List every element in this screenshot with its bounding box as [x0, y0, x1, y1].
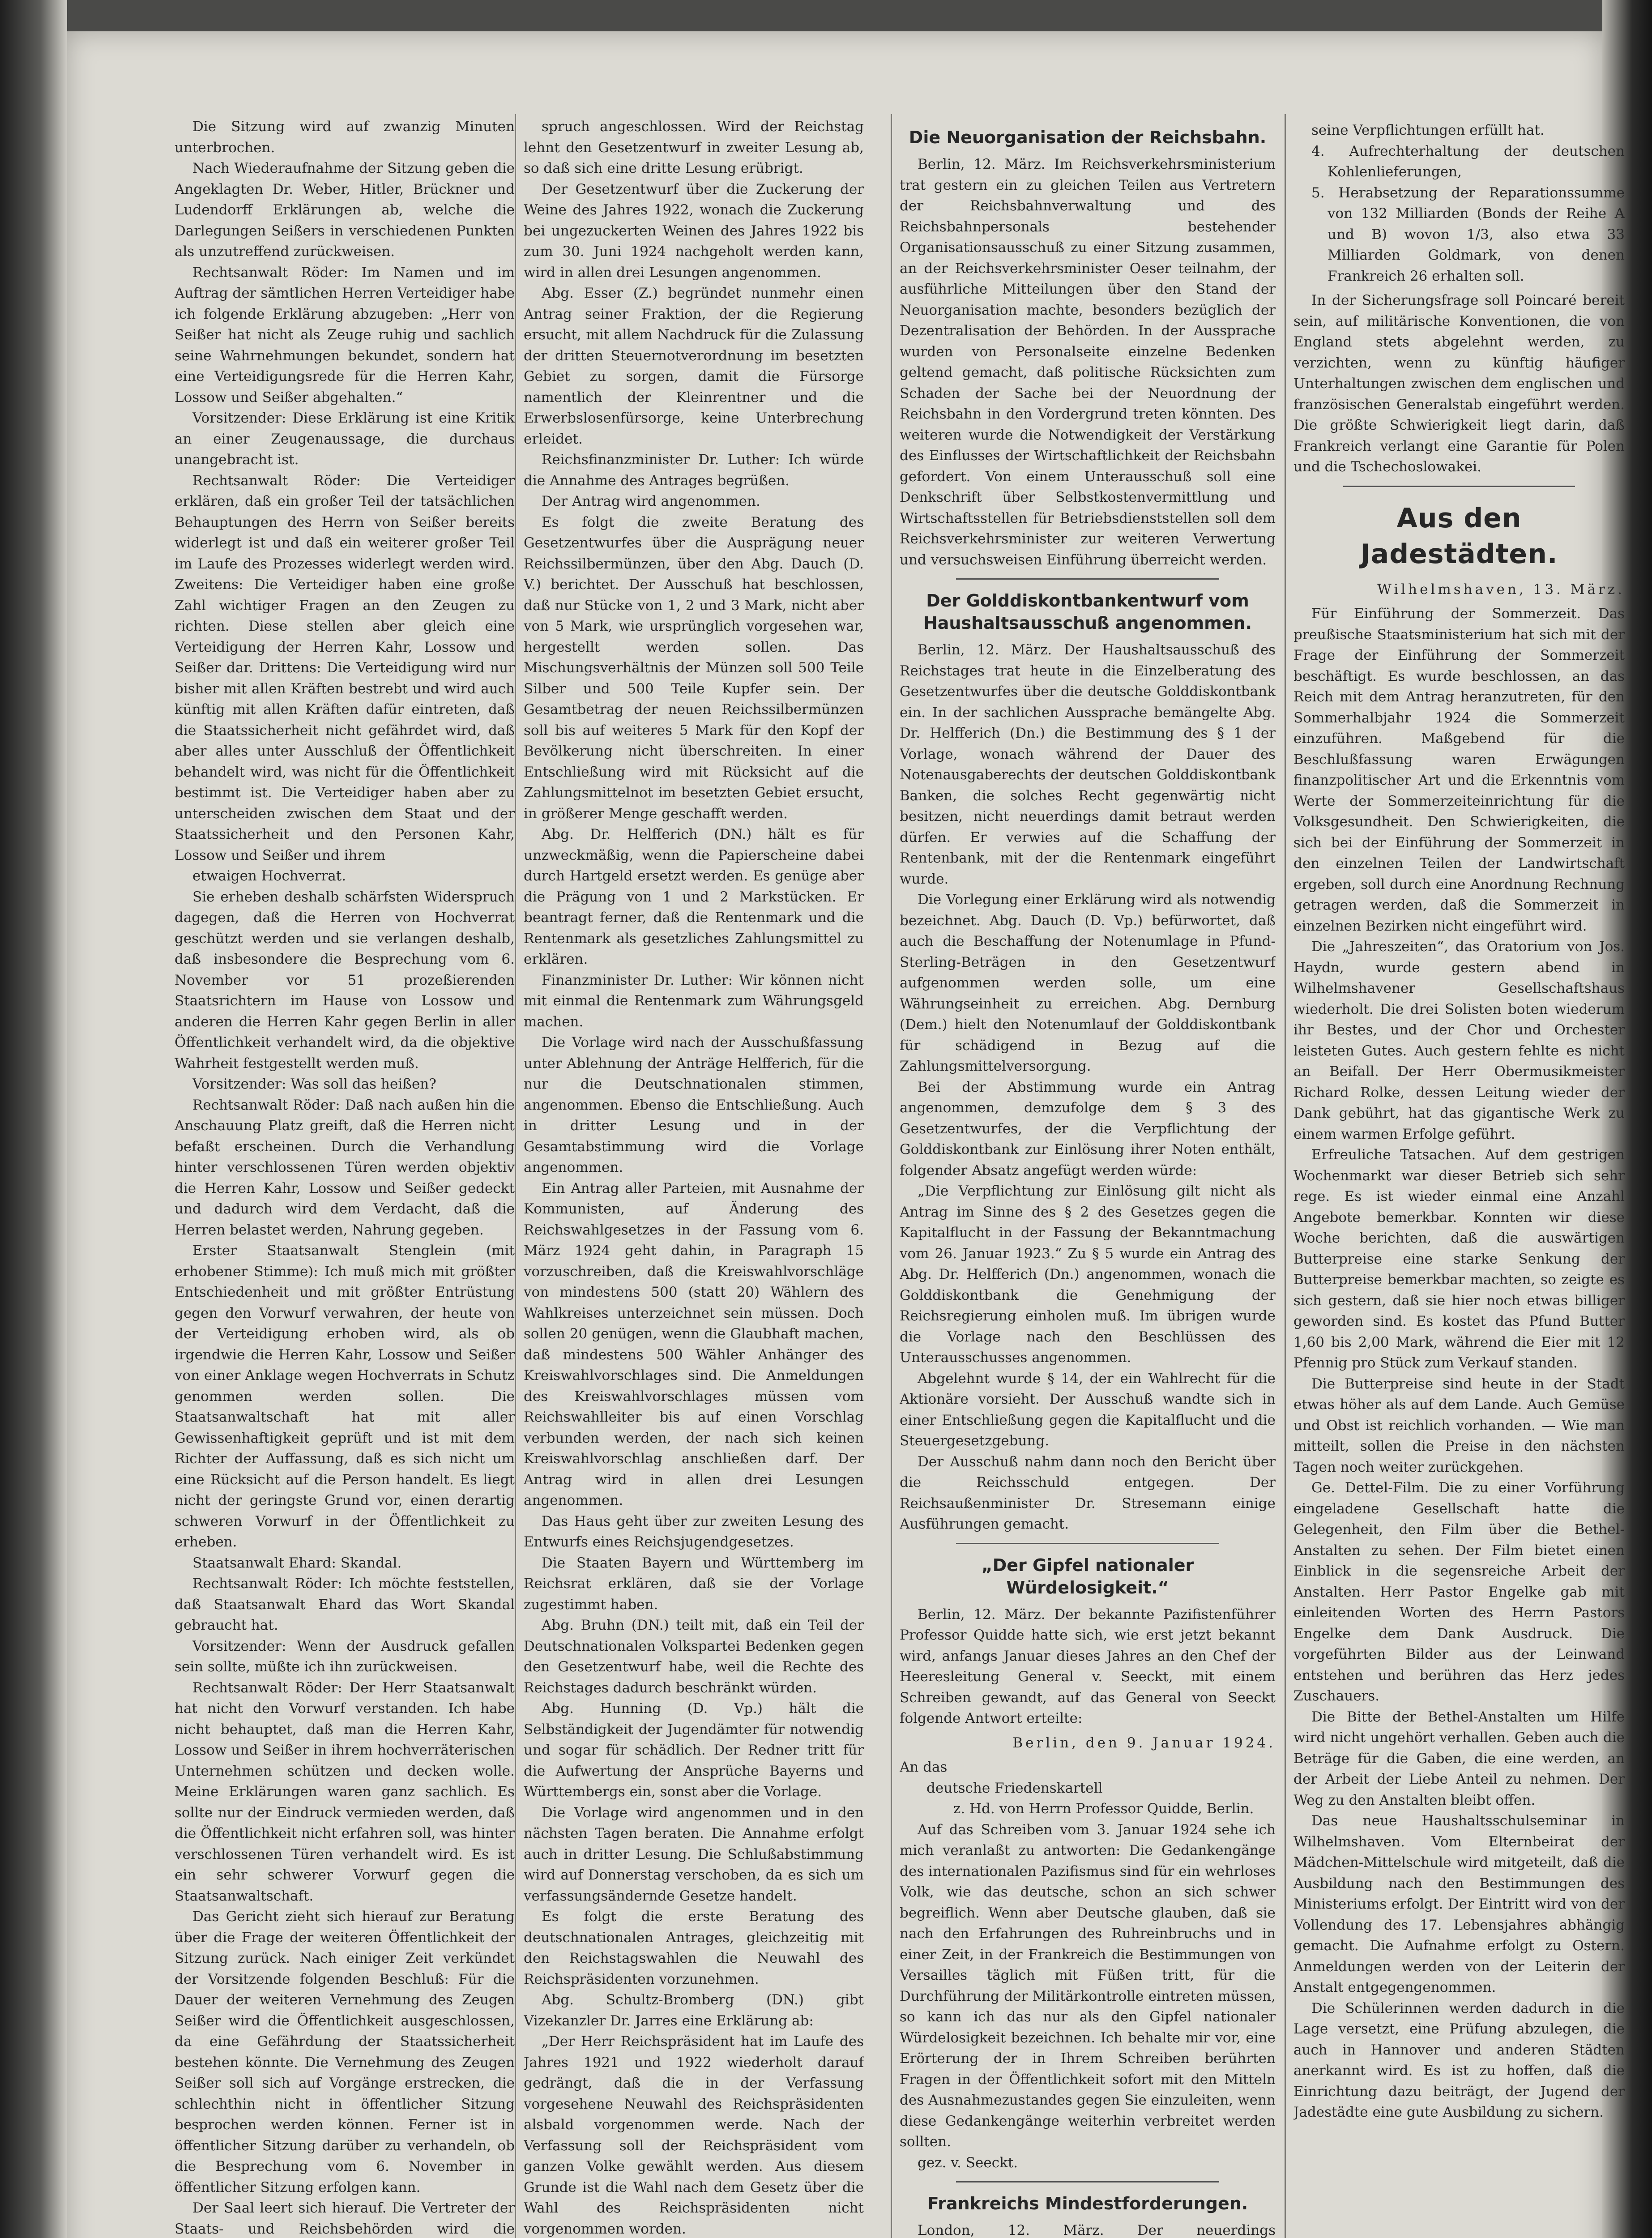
article-paragraph: Abgelehnt wurde § 14, der ein Wahlrecht für die Aktionäre vorsieht. Der Ausschuß wandte sich in einer Entschließung gegen die Kapitalflucht und die Steuergesetzgebung.	[900, 1370, 1276, 1449]
article-paragraph: gez. v. Seeckt.	[918, 2154, 1018, 2171]
article-paragraph: Vorsitzender: Diese Erklärung ist eine Kritik an einer Zeugenaussage, die durchaus unangebracht ist.	[175, 410, 515, 468]
article-paragraph: Es folgt die erste Beratung des deutschnationalen Antrages, gleichzeitig mit den Reichstagswahlen die Neuwahl des Reichspräsidenten vorzunehmen.	[524, 1909, 864, 1987]
article-paragraph: London, 12. März. Der neuerdings	[918, 2222, 1276, 2238]
article-paragraph: Die Schülerinnen werden dadurch in die Lage versetzt, eine Prüfung abzulegen, die auch in Hannover und anderen Städten anerkannt wird. Es ist zu hoffen, daß die Einrichtung dazu beiträgt, der Jugend der Jadestädte eine gute Ausbildung zu sichern.	[1293, 2000, 1625, 2120]
article-paragraph: Abg. Dr. Helfferich (DN.) hält es für unzweckmäßig, wenn die Papierscheine dabei durch Hartgeld ersetzt werden. Es genüge aber die Prägung von 1 und 2 Markstücken. Er beantragt ferner, daß die Rentenmark und die Rentenmark als gesetzliches Zahlungsmittel zu erklären.	[524, 826, 864, 967]
article-paragraph: Der Ausschuß nahm dann noch den Bericht über die Reichsschuld entgegen. Der Reichsaußenminister Dr. Stresemann einige Ausführungen gemacht.	[900, 1453, 1276, 1532]
article-paragraph: Reichsfinanzminister Dr. Luther: Ich würde die Annahme des Antrages begrüßen.	[524, 452, 864, 489]
article-heading: Frankreichs Mindestforderungen.	[927, 2194, 1248, 2213]
column-rule	[515, 114, 516, 2238]
article-paragraph: Der Gesetzentwurf über die Zuckerung der Weine des Jahres 1922, wonach die Zuckerung bei ungezuckerten Weinen des Jahres 1922 bis zum 30. Juni 1924 nachgeholt werden kann, wird in allen drei Lesungen angenommen.	[524, 181, 864, 281]
demand-list	[1311, 120, 1625, 286]
article-paragraph: Rechtsanwalt Röder: Daß nach außen hin die Anschauung Platz greift, daß die Herren nicht befaßt erscheinen. Durch die Verhandlung hinter verschlossenen Türen werden objektiv die Herren Kahr, Lossow und Seißer gedeckt und dadurch wird dem Verdacht, daß die Herren belastet werden, Nahrung gegeben.	[175, 1097, 515, 1238]
article-paragraph: Vorsitzender: Wenn der Ausdruck gefallen sein sollte, müßte ich ihn zurückweisen.	[175, 1638, 515, 1675]
column-4	[1293, 116, 1625, 2238]
article-paragraph: „Die Verpflichtung zur Einlösung gilt nicht als Antrag im Sinne des § 2 des Gesetzes gegen die Kapitalflucht in der Fassung der Bekanntmachung vom 26. Januar 1923.“ Zu § 5 wurde ein Antrag des Abg. Dr. Helfferich (Dn.) angenommen, wonach die Golddiskontbank die Genehmigung der Reichsregierung einholen muß. Im übrigen wurde die Vorlage nach den Beschlüssen des Unterausschusses angenommen.	[900, 1183, 1276, 1366]
column-2	[524, 116, 864, 2238]
column-1	[175, 116, 515, 2238]
article-paragraph: Auf das Schreiben vom 3. Januar 1924 sehe ich mich veranlaßt zu antworten: Die Gedankengänge des internationalen Pazifismus sind für ein wehrloses Volk, wie das deutsche, schon an sich schwer begreiflich. Wenn aber Deutsche glauben, daß sie nach den Erfahrungen des Ruhreinbruchs und in einer Zeit, in der Frankreich die Bestimmungen von Versailles täglich mit Füßen tritt, für die Durchführung der Militärkontrolle eintreten müssen, so kann ich das nur als den Gipfel nationaler Würdelosigkeit bezeichnen. Ich behalte mir vor, eine Erörterung der in Ihrem Schreiben berührten Fragen in der Öffentlichkeit sofort mit den Mitteln des Ausnahmezustandes gegen Sie einzuleiten, wenn diese Gedankengänge weiterhin verbreitet werden sollten.	[900, 1821, 1276, 2150]
separator-rule	[1343, 486, 1575, 487]
article-paragraph: Das neue Haushaltsschulseminar in Wilhelmshaven. Vom Elternbeirat der Mädchen-Mittelschule wird mitgeteilt, daß die Ausbildung nach den Bestimmungen des Ministeriums erfolgt. Der Eintritt wird von der Vollendung des 17. Lebensjahres abhängig gemacht. Die Aufnahme erfolgt zu Ostern. Anmeldungen werden von der Leiterin der Anstalt entgegengenommen.	[1293, 1813, 1625, 1995]
article-heading: Aus den Jadestädten.	[1360, 502, 1558, 570]
article-heading: Die Neuorganisation der Reichsbahn.	[909, 128, 1267, 147]
article-paragraph: Die Vorlage wird nach der Ausschußfassung unter Ablehnung der Anträge Helfferich, für die nur die Deutschnationalen stimmen, angenommen. Ebenso die Entschließung. Auch in dritter Lesung und in der Gesamtabstimmung wird die Vorlage angenommen.	[524, 1034, 864, 1175]
article-heading: Der Golddiskontbankentwurf vom Haushaltsausschuß angenommen.	[923, 591, 1252, 633]
article-paragraph: Die Vorlage wird angenommen und in den nächsten Tagen beraten. Die Annahme erfolgt auch in dritter Lesung. Die Schlußabstimmung wird auf Donnerstag verschoben, da es sich um verfassungsändernde Gesetze handelt.	[524, 1804, 864, 1904]
article-paragraph: Ein Antrag aller Parteien, mit Ausnahme der Kommunisten, auf Änderung des Reichswahlgesetzes in der Fassung vom 6. März 1924 geht dahin, in Paragraph 15 vorzuschreiben, daß die Kreiswahlvorschläge von mindestens 500 (statt 20) Wählern des Wahlkreises unterzeichnet sein müssen. Doch sollen 20 genügen, wenn die Glaubhaft machen, daß mindestens 500 Wähler Anhänger des Kreiswahlvorschlages sind. Die Anmeldungen des Kreiswahlvorschlages müssen vom Reichswahlleiter bis auf einen Vorschlag verbunden werden, der nach sich keinen Kreiswahlvorschlag anschließen darf. Der Antrag wird in allen drei Lesungen angenommen.	[524, 1180, 864, 1508]
letter-date: Berlin, den 9. Januar 1924.	[1012, 1734, 1276, 1751]
column-rule	[1285, 114, 1286, 2238]
article-paragraph: Das Haus geht über zur zweiten Lesung des Entwurfs eines Reichsjugendgesetzes.	[524, 1513, 864, 1550]
article-paragraph: Die Vorlegung einer Erklärung wird als notwendig bezeichnet. Abg. Dauch (D. Vp.) befürwortet, daß auch die Beschaffung der Notenumlage in Pfund-Sterling-Beträgen in den Gesetzentwurf aufgenommen werden solle, um eine Währungseinheit zu erreichen. Abg. Dernburg (Dem.) hielt den Notenumlauf der Golddiskontbank für schädigend in Bezug auf die Zahlungsmittelversorgung.	[900, 892, 1276, 1074]
article-paragraph: Abg. Schultz-Bromberg (DN.) gibt Vizekanzler Dr. Jarres eine Erklärung ab:	[524, 1992, 864, 2029]
letter-address: z. Hd. von Herrn Professor Quidde, Berlin.	[953, 1801, 1254, 1817]
column-rule	[891, 114, 892, 2238]
article-paragraph: Für Einführung der Sommerzeit. Das preußische Staatsministerium hat sich mit der Frage der Einführung der Sommerzeit beschäftigt. Es wurde beschlossen, an das Reich mit dem Antrag heranzutreten, für den Sommerhalbjahr 1924 die Sommerzeit einzuführen. Maßgebend für die Beschlußfassung waren Erwägungen finanzpolitischer Art und die Erkenntnis vom Werte der Sommerzeiteinrichtung für die Volksgesundheit. Den Schwierigkeiten, die sich bei der Einführung der Sommerzeit in den einzelnen Teilen der Landwirtschaft ergeben, soll durch eine Anordnung Rechnung getragen werden, daß die Sommerzeit in einzelnen Bezirken nicht eingeführt wird.	[1293, 606, 1625, 934]
article-paragraph: In der Sicherungsfrage soll Poincaré bereit sein, auf militärische Konventionen, die von England stets abgelehnt werden, zu verzichten, wenn zu künftig häufiger Unterhaltungen zwischen dem englischen und französischen Generalstab eingeführt werden. Die größte Schwierigkeit liegt darin, daß Frankreich verlangt eine Garantie für Polen und die Tschechoslowakei.	[1293, 292, 1625, 475]
letter-address: An das	[900, 1759, 948, 1775]
article-paragraph: Sie erheben deshalb schärfsten Widerspruch dagegen, daß die Herren von Hochverrat geschützt werden und sie verlangen deshalb, daß insbesondere die Besprechung vom 6. November vor 51 prozeßierenden Staatsrichtern im Hause von Lossow und anderen die Herren Kahr gegen Berlin in aller Öffentlichkeit verhandelt wird, da die objektive Wahrheit festgestellt werden muß.	[175, 888, 515, 1072]
article-paragraph: Die Sitzung wird auf zwanzig Minuten unterbrochen.	[175, 119, 515, 156]
article-paragraph: Vorsitzender: Was soll das heißen?	[192, 1076, 436, 1092]
letter-address: deutsche Friedenskartell	[926, 1780, 1103, 1796]
article-paragraph: Abg. Bruhn (DN.) teilt mit, daß ein Teil der Deutschnationalen Volkspartei Bedenken gegen den Gesetzentwurf habe, weil die Rechte des Reichstages dadurch beschränkt würden.	[524, 1617, 864, 1696]
article-paragraph: Abg. Esser (Z.) begründet nunmehr einen Antrag seiner Fraktion, der die Regierung ersucht, mit allem Nachdruck für die Zulassung der dritten Steuernotverordnung im besetzten Gebiet zu sorgen, damit die Fürsorge namentlich der Kleinrentner und die Erwerbslosenfürsorge, keine Unterbrechung erleidet.	[524, 285, 864, 447]
article-paragraph: Nach Wiederaufnahme der Sitzung geben die Angeklagten Dr. Weber, Hitler, Brückner und Ludendorff Erklärungen ab, welche die Darlegungen Seißers in verschiedenen Punkten als unzutreffend zurückweisen.	[175, 160, 515, 260]
separator-rule	[956, 1543, 1219, 1544]
article-heading: „Der Gipfel nationaler Würdelosigkeit.“	[981, 1555, 1194, 1597]
separator-rule	[956, 578, 1219, 580]
article-paragraph: Rechtsanwalt Röder: Der Herr Staatsanwalt hat nicht den Vorwurf verstanden. Ich habe nicht behauptet, daß man die Herren Kahr, Lossow und Seißer in ihrem hochverräterischen Unternehmen schützen und decken wolle. Meine Erklärungen waren ganz sachlich. Es sollte nur der Eindruck vermieden werden, daß die Öffentlichkeit nicht erfahren soll, was hinter verschlossenen Türen verhandelt wird. Es ist ein sehr schwerer Vorwurf gegen die Staatsanwaltschaft.	[175, 1679, 515, 1904]
article-paragraph: Das Gericht zieht sich hierauf zur Beratung über die Frage der weiteren Öffentlichkeit der Sitzung zurück. Nach einiger Zeit verkündet der Vorsitzende folgenden Beschluß: Für die Dauer der weiteren Vernehmung des Zeugen Seißer wird die Öffentlichkeit ausgeschlossen, da eine Gefährdung der Staatssicherheit bestehen könnte. Die Vernehmung des Zeugen Seißer soll sich auf Vorgänge erstrecken, die schlechthin nicht in öffentlicher Sitzung besprochen werden können. Ferner ist in öffentlicher Sitzung darüber zu verhandeln, ob die Besprechung vom 6. November in öffentlicher Sitzung erfolgen kann.	[175, 1909, 515, 2195]
article-paragraph: Berlin, 12. März. Im Reichsverkehrsministerium trat gestern ein zu gleichen Teilen aus Vertretern der Reichsbahnverwaltung und des Reichsbahnpersonals bestehender Organisationsausschuß zu einer Sitzung zusammen, an der Reichsverkehrsminister Oeser teilnahm, der ausführliche Mitteilungen über den Stand der Neuorganisation machte, besonders bezüglich der Dezentralisation der Behörden. In der Aussprache wurden von Personalseite einzelne Bedenken geltend gemacht, daß politische Rücksichten zum Schaden der Sache bei der Neuordnung der Reichsbahn in den Vordergrund treten könnten. Des weiteren wurde die Notwendigkeit der Verstärkung des Einflusses der Wirtschaftlichkeit der Reichsbahn gefordert. Von einem Unterausschuß soll eine Denkschrift über Selbstkostenvermittlung und Wirtschaftsstellen für Betriebsdienststellen soll dem Reichsverkehrsminister zur weiteren Verwertung und versuchsweisen Einführung überreicht werden.	[900, 156, 1276, 568]
page-binding	[0, 0, 67, 2238]
article-paragraph: Die Butterpreise sind heute in der Stadt etwas höher als auf dem Lande. Auch Gemüse und Obst ist reichlich vorhanden. — Wie man mitteilt, sollen die Preise in den nächsten Tagen noch weiter zurückgehen.	[1293, 1375, 1625, 1475]
article-paragraph: spruch angeschlossen. Wird der Reichstag lehnt den Gesetzentwurf in zweiter Lesung ab, so daß sich eine dritte Lesung erübrigt.	[524, 119, 864, 176]
article-paragraph: Erster Staatsanwalt Stenglein (mit erhobener Stimme): Ich muß mich mit größter Entschiedenheit und mit größter Entrüstung gegen den Vorwurf verwahren, der heute von der Verteidigung erhoben wird, als ob irgendwie die Herren Kahr, Lossow und Seißer von einer Anklage wegen Hochverrats in Schutz genommen werden sollen. Die Staatsanwaltschaft hat mit aller Gewissenhaftigkeit geprüft und ist mit dem Richter der Auffassung, daß es sich nicht um eine Rücksicht auf die Person handelt. Es liegt nicht der geringste Grund vor, einen derartig schweren Vorwurf in der Öffentlichkeit zu erheben.	[175, 1243, 515, 1550]
article-paragraph: Bei der Abstimmung wurde ein Antrag angenommen, demzufolge dem § 3 des Gesetzentwurfes, der die Verpflichtung der Golddiskontbank zur Einlösung ihrer Noten enthält, folgender Absatz angefügt werden würde:	[900, 1079, 1276, 1179]
article-paragraph: „Der Herr Reichspräsident hat im Laufe des Jahres 1921 und 1922 wiederholt darauf gedrängt, daß die in der Verfassung vorgesehene Neuwahl des Reichspräsidenten alsbald vorgenommen werde. Nach der Verfassung soll der Reichspräsident vom ganzen Volke gewählt werden. Aus diesem Grunde ist die Wahl nach dem Gesetz über die Wahl des Reichspräsidenten nicht vorgenommen worden.	[524, 2033, 864, 2237]
article-paragraph: Berlin, 12. März. Der Haushaltsausschuß des Reichstages trat heute in die Einzelberatung des Gesetzentwurfes über die deutsche Golddiskontbank ein. In der sachlichen Aussprache bemängelte Abg. Dr. Helfferich (Dn.) die Bestimmung des § 1 der Vorlage, wonach während der Dauer des Notenausgaberechts der deutschen Golddiskontbank Banken, die solches Recht gegenwärtig nicht besitzen, nicht neuerdings damit betraut werden dürfen. Er verwies auf die Schaffung der Rentenbank, mit der die Rentenmark eingeführt wurde.	[900, 642, 1276, 887]
column-3	[900, 116, 1276, 2238]
article-paragraph: Berlin, 12. März. Der bekannte Pazifistenführer Professor Quidde hatte sich, wie erst jetzt bekannt wird, anfangs Januar dieses Jahres an den Chef der Heeresleitung General v. Seeckt, mit einem Schreiben gewandt, auf das General von Seeckt folgende Antwort erteilte:	[900, 1606, 1276, 1726]
article-paragraph: Der Antrag wird angenommen.	[542, 493, 760, 509]
article-paragraph: Die Bitte der Bethel-Anstalten um Hilfe wird nicht ungehört verhallen. Geben auch die Beträge für die Gaben, die eine werden, an der Arbeit der Liebe Anteil zu nehmen. Der Weg zu den Anstalten bleibt offen.	[1293, 1708, 1625, 1808]
article-paragraph: Erfreuliche Tatsachen. Auf dem gestrigen Wochenmarkt war dieser Betrieb sich sehr rege. Es ist wieder einmal eine Anzahl Angebote bemerkbar. Konnten wir diese Woche berichten, daß die auswärtigen Butterpreise eine starke Senkung der Butterpreise bemerkbar machten, so zeigte es sich gestern, daß sie hier noch etwas billiger geworden sind. Es kostet das Pfund Butter 1,60 bis 2,00 Mark, während die Eier mit 12 Pfennig pro Stück zum Verkauf standen.	[1293, 1147, 1625, 1371]
separator-rule	[956, 2181, 1219, 2182]
list-item: 4. Aufrechterhaltung der deutschen Kohlenlieferungen,	[1311, 143, 1625, 180]
list-item: 5. Herabsetzung der Reparationssumme von 132 Milliarden (Bonds der Reihe A und B) wovon 1/3, also etwa 33 Milliarden Goldmark, von denen Frankreich 26 erhalten soll.	[1311, 184, 1625, 284]
article-paragraph: Staatsanwalt Ehard: Skandal.	[192, 1555, 402, 1571]
article-paragraph: Ge. Dettel-Film. Die zu einer Vorführung eingeladene Gesellschaft hatte die Gelegenheit, den Film über die Bethel-Anstalten zu sehen. Der Film bietet einen Einblick in die segensreiche Arbeit der Anstalten. Herr Pastor Engelke gab mit einleitenden Worten des Herrn Pastors Engelke dem Dank Ausdruck. Die vorgeführten Bilder aus der Leinwand entstehen und berühren das Herz jedes Zuschauers.	[1293, 1480, 1625, 1704]
article-paragraph: Der Saal leert sich hierauf. Die Vertreter der Staats- und Reichsbehörden wird die	[175, 2200, 515, 2237]
dateline: Wilhelmshaven, 13. März.	[1377, 581, 1625, 598]
article-paragraph: Rechtsanwalt Röder: Ich möchte feststellen, daß Staatsanwalt Ehard das Wort Skandal gebraucht hat.	[175, 1576, 515, 1633]
list-item: seine Verpflichtungen erfüllt hat.	[1311, 122, 1545, 138]
article-paragraph: Rechtsanwalt Röder: Die Verteidiger erklären, daß ein großer Teil der tatsächlichen Behauptungen des Herrn von Seißer bereits widerlegt ist und daß ein weiterer großer Teil im Laufe des Prozesses widerlegt werden wird. Zweitens: Die Verteidiger haben eine große Zahl wichtiger Fragen an den Zeugen zu richten. Diese stellen aber gleich eine Verteidigung der Herren Kahr, Lossow und Seißer dar. Drittens: Die Verteidigung wird nur bisher mit allen Kräften bestrebt und wird auch künftig mit allen Kräften dafür eintreten, daß die Staatssicherheit nicht gefährdet wird, daß aber alles unter Ausschluß der Öffentlichkeit behandelt wird, was nicht für die Öffentlichkeit bestimmt ist. Die Verteidiger haben aber zu unterscheiden zwischen dem Staat und der Staatssicherheit und den Personen Kahr, Lossow und Seißer und ihrem	[175, 472, 515, 863]
article-paragraph: Die „Jahreszeiten“, das Oratorium von Jos. Haydn, wurde gestern abend in Wilhelmshavener Gesellschaftshaus wiederholt. Die drei Solisten boten wiederum ihr Bestes, und der Chor und Orchester leisteten Gutes. Auch gestern fehlte es nicht an Beifall. Der Herr Obermusikmeister Richard Rolke, dessen Leitung wieder der Dank gebührt, hat das gigantische Werk zu einem warmen Erfolge geführt.	[1293, 939, 1625, 1142]
article-paragraph: Die Staaten Bayern und Württemberg im Reichsrat erklären, daß sie der Vorlage zugestimmt haben.	[524, 1555, 864, 1613]
article-paragraph: etwaigen Hochverrat.	[192, 868, 346, 884]
article-paragraph: Es folgt die zweite Beratung des Gesetzentwurfes über die Ausprägung neuer Reichssilbermünzen, über den Abg. Dauch (D. V.) berichtet. Der Ausschuß hat beschlossen, daß nur Stücke von 1, 2 und 3 Mark, nicht aber von 5 Mark, wie ursprünglich vorgesehen war, hergestellt werden sollen. Das Mischungsverhältnis der Münzen soll 500 Teile Silber und 500 Teile Kupfer sein. Der Gesamtbetrag der neuen Reichssilbermünzen soll bis auf weiteres 5 Mark für den Kopf der Bevölkerung nicht überschreiten. In einer Entschließung wird mit Rücksicht auf die Zahlungsmittelnot im besetzten Gebiet ersucht, in größerer Menge geschafft werden.	[524, 514, 864, 822]
article-paragraph: Rechtsanwalt Röder: Im Namen und im Auftrag der sämtlichen Herren Verteidiger habe ich folgende Erklärung abzugeben: „Herr von Seißer hat nicht als Zeuge ruhig und sachlich seine Wahrnehmungen bekundet, sondern hat eine Verteidigungsrede für die Herren Kahr, Lossow und Seißer abgehalten.“	[175, 264, 515, 406]
article-paragraph: Abg. Hunning (D. Vp.) hält die Selbständigkeit der Jugendämter für notwendig und sogar für schädlich. Der Redner tritt für die Aufwertung der Ansprüche Bayerns und Württembergs ein, sonst aber die Vorlage.	[524, 1700, 864, 1800]
article-paragraph: Finanzminister Dr. Luther: Wir können nicht mit einmal die Rentenmark zum Währungsgeld machen.	[524, 972, 864, 1030]
